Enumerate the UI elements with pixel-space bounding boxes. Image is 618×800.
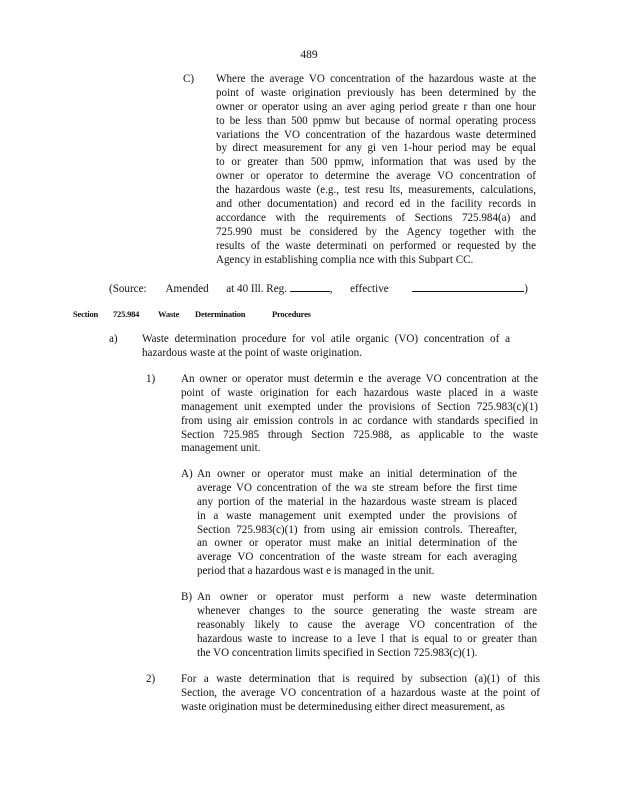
paragraph-line: from using air emission controls in ac cordance with standards specified in [181,414,538,427]
paragraph-line: an owner or operator must make an initial determination of the [197,537,517,550]
effective-date-blank [412,281,524,292]
paragraph-line: management unit exempted under the provisions of Section 725.983(c)(1) [181,400,538,413]
paragraph-line: hazardous waste at the point of waste origination. [142,346,362,359]
paragraph-line: management unit. [181,442,261,455]
paragraph-line: Section 725.983(c)(1) from using air emission controls. Thereafter, [197,523,517,536]
paragraph-line: period that a hazardous wast e is managed in the unit. [197,565,435,578]
paragraph-line: owner or operator using an aver aging period greate r than one hour [216,100,536,113]
item-a-paragraph [142,333,510,361]
paragraph-line: Agency in establishing complia nce with this Subpart CC. [216,253,474,266]
paragraph-line: point of waste origination previously has been determined by the [216,86,536,99]
item-1a-label: A) [181,468,193,480]
item-a-label: a) [109,333,118,345]
item-1-paragraph [181,373,538,456]
section-heading-label: Section [73,309,99,319]
item-1b-label: B) [181,591,193,603]
page-number: 489 [300,49,318,61]
paragraph-line: variations the VO concentration of the hazardous waste determined [216,128,536,141]
paragraph-line: An owner or operator must make an initial determination of the [197,468,517,480]
paragraph-line: hazardous waste to increase to a leve l that is equal to or greater than [197,632,537,645]
paragraph-line: in a waste management unit exempted under the provisions of [197,509,517,522]
paragraph-line: results of the waste determinati on performed or requested by the [216,239,536,252]
paragraph-line: reasonably likely to cause the average VO concentration of the [197,618,537,631]
section-heading-word3: Procedures [272,309,311,319]
item-1-label: 1) [146,373,156,385]
source-comma: , [329,283,333,295]
source-at: at 40 Ill. Reg. [226,283,287,295]
section-heading-number: 725.984 [113,309,140,319]
paragraph-line: the VO concentration limits specified in Section 725.983(c)(1). [197,646,478,659]
paragraph-line: and other documentation) and record ed in the facility records in [216,198,536,211]
paragraph-line: Section, the average VO concentration of a hazardous waste at the point of [181,686,540,699]
section-heading-word2: Determination [195,309,246,319]
paragraph-line: Where the average VO concentration of the hazardous waste at the [216,73,536,85]
item-c-paragraph [216,73,536,267]
paragraph-line: An owner or operator must perform a new waste determination [197,591,537,603]
paragraph-line: waste origination must be determinedusing either direct measurement, as [181,700,505,713]
paragraph-line: by direct measurement for any gi ven 1-hour period may be equal [216,142,536,155]
source-amended: Amended [165,283,209,295]
source-close: ) [524,283,528,295]
item-2-label: 2) [146,673,156,685]
paragraph-line: point of waste origination for each hazardous waste placed in a waste [181,386,538,399]
paragraph-line: average VO concentration of the waste stream for each averaging [197,551,517,564]
source-effective: effective [350,283,389,295]
register-blank [290,281,330,292]
paragraph-line: owner or operator to determine the average VO concentration of [216,170,536,183]
item-c-label: C) [183,73,195,85]
paragraph-line: Section 725.985 through Section 725.988, as applicable to the waste [181,428,538,441]
paragraph-line: whenever changes to the source generating the waste stream are [197,604,537,617]
item-1b-paragraph [197,591,537,660]
section-heading-word1: Waste [158,309,180,319]
paragraph-line: any portion of the material in the hazardous waste stream is placed [197,495,517,508]
paragraph-line: accordance with the requirements of Sections 725.984(a) and [216,211,536,224]
paragraph-line: to or greater than 500 ppmw, information that was used by the [216,156,536,169]
paragraph-line: average VO concentration of the wa ste stream before the first time [197,481,517,494]
paragraph-line: An owner or operator must determin e the average VO concentration at the [181,373,538,385]
source-open: (Source: [109,283,147,295]
item-1a-paragraph [197,468,517,579]
item-2-paragraph [181,673,540,715]
source-note [109,281,528,295]
paragraph-line: 725.990 must be considered by the Agency together with the [216,225,536,238]
paragraph-line: the hazardous waste (e.g., test resu lts, measurements, calculations, [216,184,536,197]
paragraph-line: to be less than 500 ppmw but because of normal operating process [216,114,536,127]
paragraph-line: For a waste determination that is required by subsection (a)(1) of this [181,673,540,685]
paragraph-line: Waste determination procedure for vol atile organic (VO) concentration of a [142,333,510,345]
